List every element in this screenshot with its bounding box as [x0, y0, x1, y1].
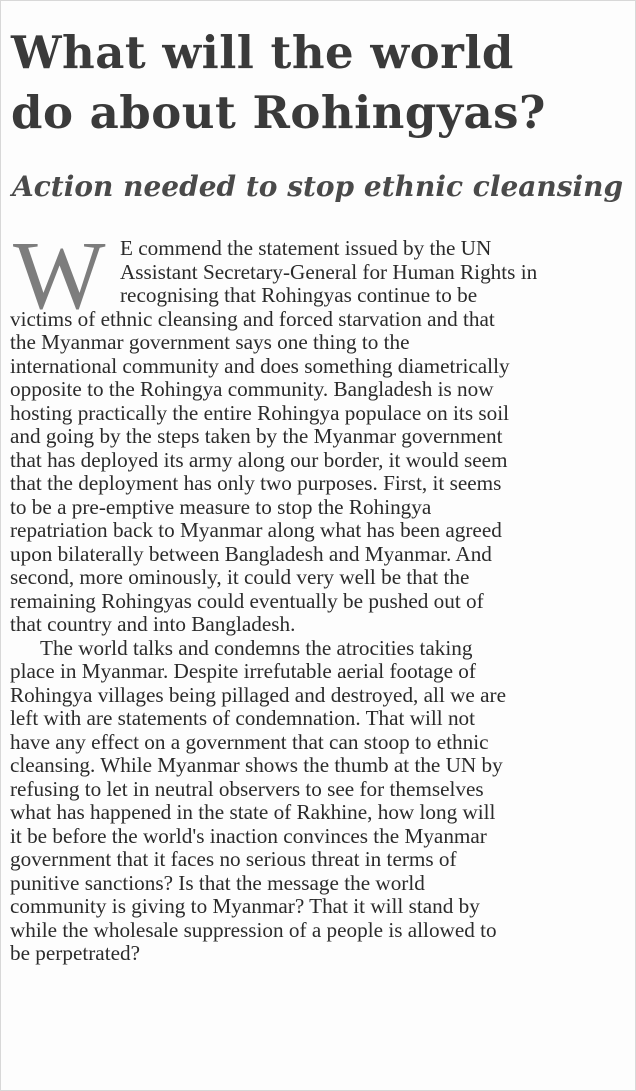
subheadline: Action needed to stop ethnic cleansing: [12, 170, 624, 203]
body-line: place in Myanmar. Despite irrefutable aerial footage of: [10, 659, 476, 683]
body-line: that the deployment has only two purposes. First, it seems: [10, 471, 502, 495]
body-line: that has deployed its army along our border, it would seem: [10, 447, 508, 472]
body-line: and going by the steps taken by the Myanmar government: [10, 424, 503, 448]
body-line: government that it faces no serious threat in terms of: [10, 847, 457, 871]
body-line: recognising that Rohingyas continue to be: [120, 283, 478, 307]
body-line: The world talks and condemns the atrocities taking: [40, 635, 473, 660]
body-line: have any effect on a government that can stoop to ethnic: [10, 729, 489, 754]
body-line: be perpetrated?: [10, 941, 140, 965]
body-line: community is giving to Myanmar? That it will stand by: [10, 894, 480, 918]
body-line: punitive sanctions? Is that the message the world: [10, 870, 425, 895]
paragraph-2: [10, 637, 630, 966]
body-line: it be before the world's inaction convinces the Myanmar: [10, 823, 487, 848]
body-line: E commend the statement issued by the UN: [120, 236, 492, 260]
body-line: victims of ethnic cleansing and forced starvation and that: [10, 306, 495, 331]
body-line: second, more ominously, it could very well be that the: [10, 565, 470, 589]
body-line: hosting practically the entire Rohingya populace on its soil: [10, 400, 509, 425]
headline: [11, 23, 631, 143]
body-line: what has happened in the state of Rakhine, how long will: [10, 800, 496, 824]
body-line: Rohingya villages being pillaged and destroyed, all we are: [10, 682, 506, 707]
body-line: Assistant Secretary-General for Human Rights in: [120, 259, 538, 284]
article-body: [10, 222, 630, 966]
body-line: left with are statements of condemnation. That will not: [10, 706, 476, 730]
drop-cap-box: [10, 222, 120, 330]
body-line: refusing to let in neutral observers to see for themselves: [10, 776, 484, 801]
body-line: repatriation back to Myanmar along what has been agreed: [10, 518, 502, 542]
body-line: remaining Rohingyas could eventually be pushed out of: [10, 588, 484, 613]
headline-line-1: What will the world: [11, 26, 514, 79]
headline-line-2: do about Rohingyas?: [11, 86, 546, 139]
body-line: while the wholesale suppression of a people is allowed to: [10, 917, 497, 942]
body-line: that country and into Bangladesh.: [10, 612, 296, 636]
body-line: international community and does something diametrically: [10, 353, 510, 378]
body-line: the Myanmar government says one thing to the: [10, 330, 410, 354]
drop-cap: W: [13, 222, 106, 330]
body-line: upon bilaterally between Bangladesh and Myanmar. And: [10, 541, 492, 566]
body-line: to be a pre-emptive measure to stop the Rohingya: [10, 494, 432, 519]
body-line: cleansing. While Myanmar shows the thumb at the UN by: [10, 753, 503, 777]
body-line: opposite to the Rohingya community. Bangladesh is now: [10, 377, 494, 401]
